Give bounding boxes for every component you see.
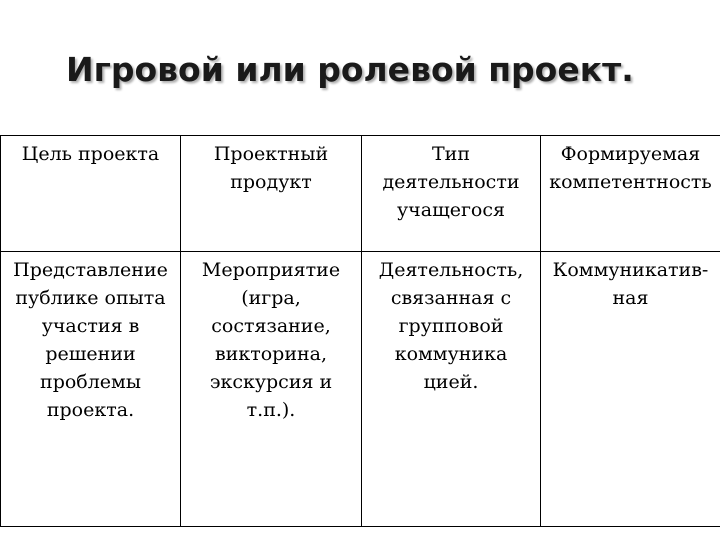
header-activity-text: Тип деятельности учащегося: [382, 143, 520, 221]
header-product-text: Проектный продукт: [213, 143, 329, 193]
header-cell-goal: [1, 136, 181, 252]
cell-competence: [541, 252, 720, 527]
cell-activity: [362, 252, 541, 527]
cell-competence-text: Коммуникатив- ная: [552, 259, 709, 309]
slide-title: Игровой или ролевой проект.: [66, 50, 634, 89]
header-competence-text: Формируемая компетентность: [549, 143, 712, 193]
cell-product-text: Мероприятие (игра, состязание, викторина, экскурсия и т.п.).: [201, 259, 341, 421]
cell-goal: [1, 252, 181, 527]
table-row: [1, 252, 720, 527]
cell-activity-text: Деятельность, связанная с групповой коммуника цией.: [378, 259, 524, 393]
project-table: [0, 135, 720, 527]
header-goal-text: Цель проекта: [21, 143, 160, 165]
header-cell-activity: [362, 136, 541, 252]
cell-product: [181, 252, 362, 527]
header-cell-product: [181, 136, 362, 252]
header-cell-competence: [541, 136, 720, 252]
table-header-row: [1, 136, 720, 252]
cell-goal-text: Представление публике опыта участия в решении проблемы проекта.: [13, 259, 168, 421]
